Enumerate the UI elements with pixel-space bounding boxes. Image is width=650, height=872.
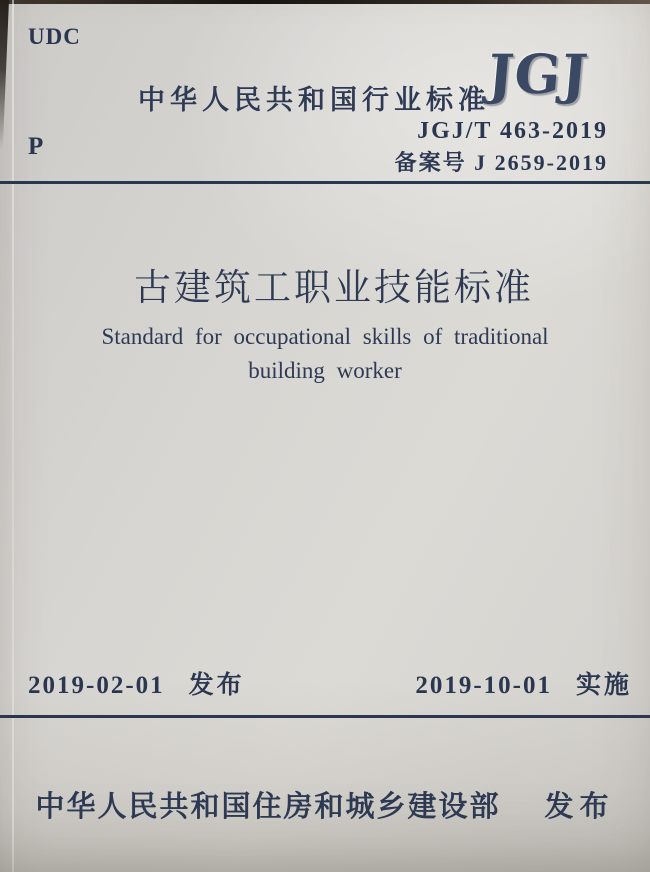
implementation-date-group <box>415 665 632 701</box>
udc-label: UDC <box>28 24 81 49</box>
issue-label: 发布 <box>188 671 245 699</box>
title-english <box>0 320 650 388</box>
classification-p-label: P <box>28 133 44 160</box>
publisher-name: 中华人民共和国住房和城乡建设部 <box>35 791 501 823</box>
photo-top-edge <box>0 0 650 4</box>
dates-row <box>28 665 632 701</box>
issue-date: 2019-02-01 <box>28 672 165 699</box>
standard-category-heading: 中华人民共和国行业标准 <box>138 85 490 115</box>
footer-divider-line <box>0 715 650 718</box>
header-divider-line <box>0 181 650 184</box>
title-chinese: 古建筑工职业技能标准 <box>134 268 534 309</box>
implementation-date: 2019-10-01 <box>415 672 552 699</box>
issue-date-group <box>28 665 245 701</box>
record-number: 备案号 J 2659-2019 <box>394 150 608 175</box>
cover-crease-highlight <box>12 0 14 872</box>
title-english-line2: building worker <box>248 358 402 383</box>
photo-left-edge <box>0 0 9 150</box>
publisher-row <box>0 784 650 825</box>
title-english-line1: Standard for occupational skills of traditional <box>101 324 549 349</box>
implementation-label: 实施 <box>575 671 632 699</box>
jgj-logo: JGJ <box>485 42 592 106</box>
publisher-action: 发布 <box>544 791 615 823</box>
standard-number: JGJ/T 463-2019 <box>417 118 608 144</box>
